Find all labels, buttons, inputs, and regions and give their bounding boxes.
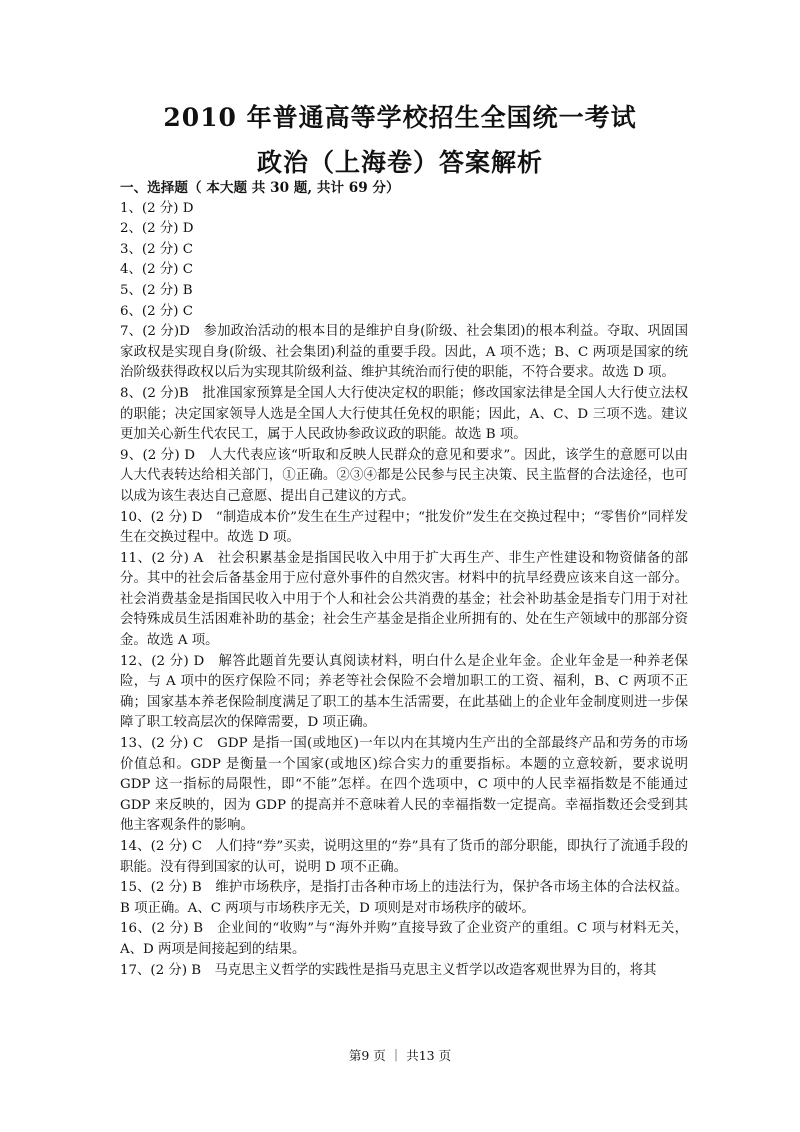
answer-item-2: 2、(2 分) D [120, 221, 194, 237]
answer-item-4: 4、(2 分) C [120, 262, 194, 278]
answer-item-6: 6、(2 分) C [120, 303, 194, 319]
answer-explanation-12: 12、(2 分) D 解答此题首先要认真阅读材料，明白什么是企业年金。企业年金是一种养老保险，与 A 项中的医疗保险不同；养老等社会保险不会增加职工的工资、福利，B、C 两项不正确；国家基本养老保险制度满足了职工的基本生活需要，在此基础上的企业年金制度则进一步保障了职工较高层次的保障需要，D 项正确。 [120, 653, 688, 731]
answer-explanation-15: 15、(2 分) B 维护市场秩序，是指打击各种市场上的违法行为，保护各市场主体的合法权益。B 项正确。A、C 两项与市场秩序无关，D 项则是对市场秩序的破坏。 [120, 880, 688, 916]
answer-explanation-9: 9、(2 分) D 人大代表应该“听取和反映人民群众的意见和要求”。因此，该学生的意愿可以由人大代表转达给相关部门，①正确。②③④都是公民参与民主决策、民主监督的合法途径，也可以成为该生表达自己意愿、提出自己建议的方式。 [120, 447, 688, 504]
page-footer: 第9 页 ｜ 共13 页 [348, 1048, 452, 1063]
answer-item-5: 5、(2 分) B [120, 282, 193, 298]
answer-explanation-11: 11、(2 分) A 社会积累基金是指国民收入中用于扩大再生产、非生产性建设和物资储备的部分。其中的社会后备基金用于应付意外事件的自然灾害。材料中的抗旱经费应该来自这一部分。社会消费基金是指国民收入中用于个人和社会公共消费的基金；社会补助基金是指专门用于对社会特殊成员生活困难补助的基金；社会生产基金是指企业所拥有的、处在生产领域中的那部分资金。故选 A 项。 [120, 550, 688, 649]
answer-item-3: 3、(2 分) C [120, 241, 194, 257]
section-heading: 一、选择题（ 本大题 共 30 题, 共计 69 分） [120, 180, 400, 196]
answer-explanation-17: 17、(2 分) B 马克思主义哲学的实践性是指马克思主义哲学以改造客观世界为目的，将其 [120, 962, 657, 978]
document-subtitle: 政治（上海卷）答案解析 [256, 148, 543, 177]
document-title: 2010 年普通高等学校招生全国统一考试 [163, 103, 637, 132]
answer-explanation-13: 13、(2 分) C GDP 是指一国(或地区)一年以内在其境内生产出的全部最终产品和劳务的市场价值总和。GDP 是衡量一个国家(或地区)综合实力的重要指标。本题的立意较新，要求说明 GDP 这一指标的局限性，即“不能”怎样。在四个选项中，C 项中的人民幸福指数是不能通过 GDP 来反映的，因为 GDP 的提高并不意味着人民的幸福指数一定提高。幸福指数还会受到其他主客观条件的影响。 [120, 736, 688, 834]
answer-explanation-10: 10、(2 分) D “制造成本价”发生在生产过程中；“批发价”发生在交换过程中；“零售价”同样发生在交换过程中。故选 D 项。 [120, 509, 688, 546]
answer-explanation-8: 8、(2 分)B 批准国家预算是全国人大行使决定权的职能；修改国家法律是全国人大行使立法权的职能；决定国家领导人选是全国人大行使其任免权的职能；因此，A、C、D 三项不选。建议更加关心新生代农民工，属于人民政协参政议政的职能。故选 B 项。 [120, 385, 688, 443]
answer-content [120, 178, 688, 981]
answer-explanation-16: 16、(2 分) B 企业间的“收购”与“海外并购”直接导致了企业资产的重组。C 项与材料无关，A、D 两项是间接起到的结果。 [120, 921, 688, 957]
answer-explanation-14: 14、(2 分) C 人们持“券”买卖，说明这里的“券”具有了货币的部分职能，即执行了流通手段的职能。没有得到国家的认可，说明 D 项不正确。 [120, 839, 688, 875]
answer-item-1: 1、(2 分) D [120, 200, 194, 216]
answer-explanation-7: 7、(2 分)D 参加政治活动的根本目的是维护自身(阶级、社会集团)的根本利益。夺取、巩固国家政权是实现自身(阶级、社会集团)利益的重要手段。因此，A 项不选；B、C 两项是国家的统治阶级获得政权以后为实现其阶级利益、维护其统治而行使的职能，不符合要求。故选 D 项。 [120, 324, 688, 381]
